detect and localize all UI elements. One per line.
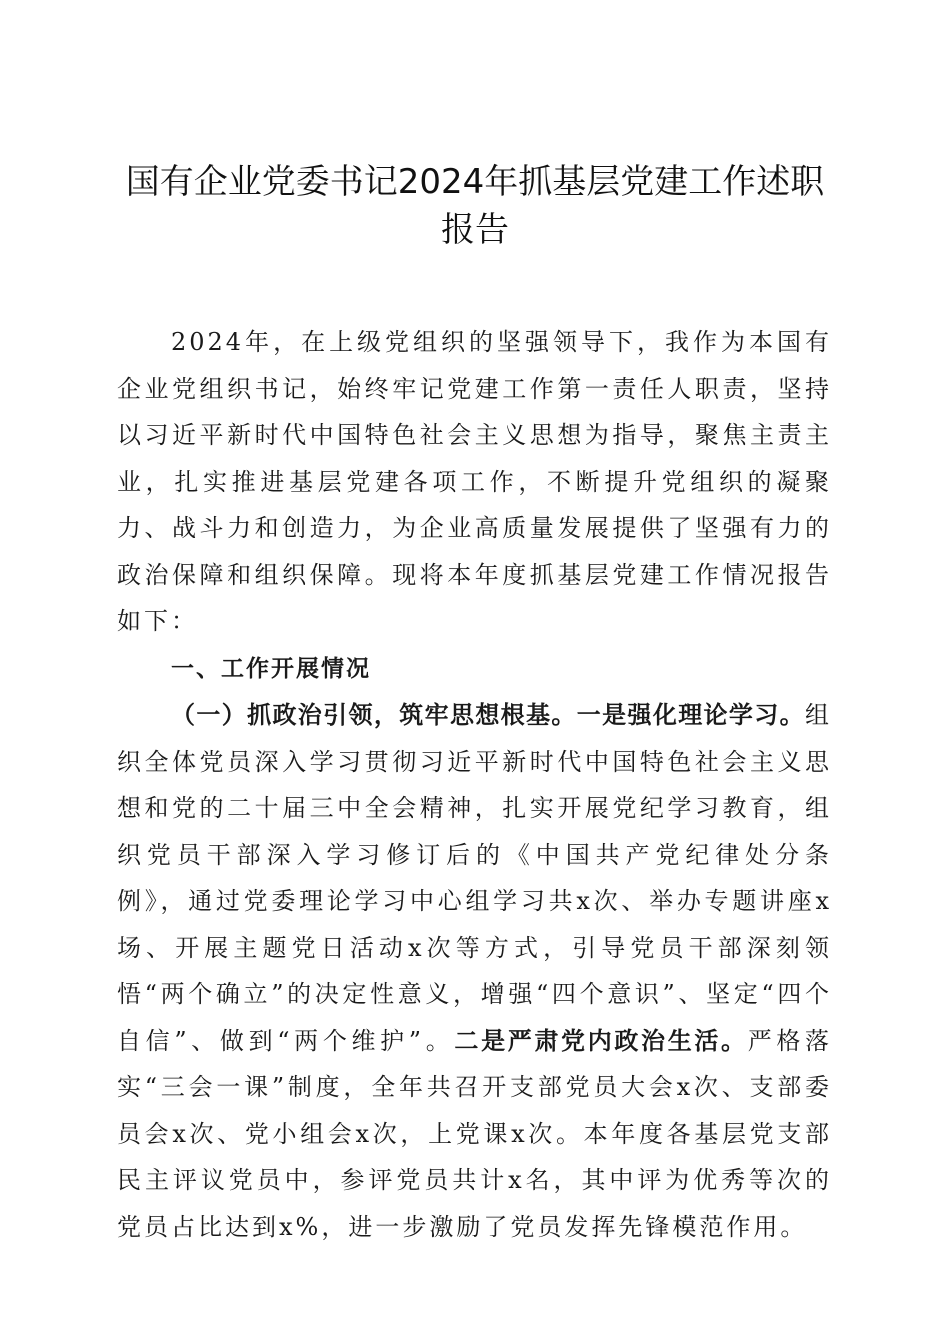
document-body — [117, 319, 832, 1250]
document-title: 国有企业党委书记2024年抓基层党建工作述职报告 — [125, 162, 825, 250]
subsection-text-2: 严格落实“三会一课”制度，全年共召开支部党员大会x次、支部委员会x次、党小组会x次，上党课x次。本年度各基层党支部民主评议党员中，参评党员共计x名，其中评为优秀等次的党员占比达到x%，进一步激励了党员发挥先锋模范作用。 — [117, 1026, 833, 1241]
subsection-paragraph — [117, 692, 832, 1250]
intro-paragraph: 2024年，在上级党组织的坚强领导下，我作为本国有企业党组织书记，始终牢记党建工作第一责任人职责，坚持以习近平新时代中国特色社会主义思想为指导，聚焦主责主业，扎实推进基层党建各项工作，不断提升党组织的凝聚力、战斗力和创造力，为企业高质量发展提供了坚强有力的政治保障和组织保障。现将本年度抓基层党建工作情况报告如下： — [117, 328, 832, 635]
subsection-text-1: 组织全体党员深入学习贯彻习近平新时代中国特色社会主义思想和党的二十届三中全会精神，扎实开展党纪学习教育，组织党员干部深入学习修订后的《中国共产党纪律处分条例》，通过党委理论学习中心组学习共x次、举办专题讲座x场、开展主题党日活动x次等方式，引导党员干部深刻领悟“两个确立”的决定性意义，增强“四个意识”、坚定“四个自信”、做到“两个维护”。 — [117, 701, 832, 1055]
subsection-lead-2: 二是严肃党内政治生活。 — [454, 1026, 748, 1055]
section-heading: 一、工作开展情况 — [171, 655, 371, 682]
subsection-lead: （一）抓政治引领，筑牢思想根基。一是强化理论学习。 — [171, 701, 805, 729]
